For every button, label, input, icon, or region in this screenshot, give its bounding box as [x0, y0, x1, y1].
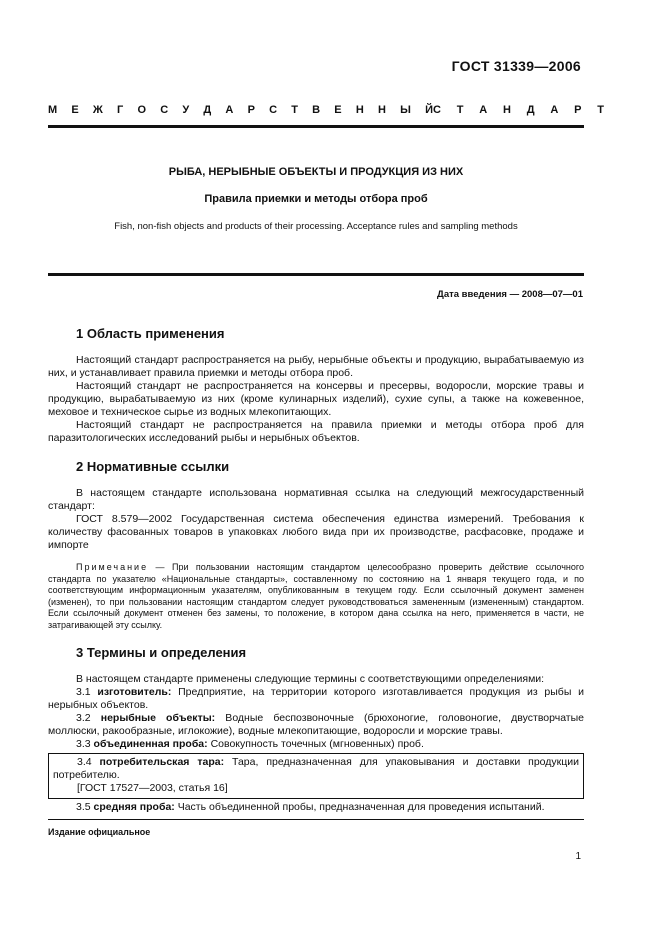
term-definition	[53, 756, 579, 782]
section-normative-references	[48, 459, 584, 631]
paragraph: Настоящий стандарт не распространяется на правила приемки и методы отбора проб для паразитологических исследований рыбы и нерыбных объектов.	[48, 419, 584, 444]
term-definition	[48, 738, 584, 751]
heading-letter: Д	[203, 104, 212, 116]
heading-letter: Д	[526, 104, 535, 116]
heading-letter: С	[160, 104, 169, 116]
heading-letter: Ж	[92, 104, 103, 116]
paragraph: Настоящий стандарт распространяется на рыбу, нерыбные объекты и продукцию, вырабатываемую из них, и устанавливает правила приемки и методы отбора проб.	[48, 354, 584, 379]
paragraph: В настоящем стандарте применены следующие термины с соответствующими определениями:	[76, 673, 545, 685]
section-heading: 1 Область применения	[76, 326, 225, 341]
paragraph: В настоящем стандарте использована нормативная ссылка на следующий межгосударственный стандарт:	[48, 487, 584, 512]
term-name: средняя проба:	[93, 801, 175, 813]
introduction-date: Дата введения — 2008—07—01	[437, 289, 583, 300]
term-number: 3.4	[77, 756, 92, 768]
term-name: потребительская тара:	[99, 756, 225, 768]
section-heading: 2 Нормативные ссылки	[76, 459, 230, 474]
heading-letter: Н	[503, 104, 511, 116]
heading-letter: Р	[247, 104, 255, 116]
note-label: Примечание	[76, 562, 149, 572]
heading-letter: Г	[117, 104, 124, 116]
note-text: — При пользовании настоящим стандартом целесообразно проверить действие ссылочного стандарта по указателю «Национальные стандарты», составленному по состоянию на 1 января текущего года, и по соответствующим информационным указателям, опубликованным в текущем году. Если ссылочный документ заменен (изменен), то при пользовании настоящим стандартом следует руководствоваться замененным (измененным) стандартом. Если ссылочный документ отменен без замены, то положение, в котором дана ссылка на него, применяется в части, не затрагивающей эту ссылку.	[48, 562, 584, 630]
note	[48, 562, 584, 631]
standard-type-word-1	[48, 104, 433, 116]
heading-letter: Т	[597, 104, 605, 116]
term-text: Водные беспозвоночные (брюхоногие, головоногие, двустворчатые моллюски, ракообразные, иглокожие), водные млекопитающие, водоросли и морские травы.	[48, 712, 585, 737]
heading-letter: С	[432, 104, 441, 116]
section-scope	[48, 326, 584, 445]
term-name: нерыбные объекты:	[100, 712, 216, 724]
heading-letter: Е	[71, 104, 79, 116]
term-text: Совокупность точечных (мгновенных) проб.	[207, 738, 424, 750]
heading-letter: У	[182, 104, 190, 116]
document-title: РЫБА, НЕРЫБНЫЕ ОБЪЕКТЫ И ПРОДУКЦИЯ ИЗ НИХ	[168, 166, 464, 178]
term-number: 3.5	[76, 801, 91, 813]
title-rule	[48, 273, 584, 276]
heading-letter: Р	[574, 104, 582, 116]
term-number: 3.3	[76, 738, 91, 750]
boxed-term-definition	[48, 753, 584, 799]
heading-letter: Ы	[400, 104, 411, 116]
heading-letter: С	[269, 104, 278, 116]
heading-letter: Н	[377, 104, 386, 116]
heading-letter: В	[312, 104, 321, 116]
document-title-english: Fish, non-fish objects and products of their processing. Acceptance rules and sampling methods	[114, 221, 518, 232]
heading-letter: А	[225, 104, 234, 116]
term-definition	[48, 686, 584, 712]
heading-letter: Н	[355, 104, 364, 116]
heading-letter: О	[137, 104, 147, 116]
heading-letter: Т	[456, 104, 464, 116]
heading-letter: А	[550, 104, 559, 116]
section-heading: 3 Термины и определения	[76, 645, 247, 660]
document-subtitle: Правила приемки и методы отбора проб	[204, 193, 428, 205]
heading-letter: Й	[425, 104, 433, 116]
heading-letter: А	[479, 104, 488, 116]
section-terms	[48, 645, 584, 814]
gost-code: ГОСТ 31339—2006	[451, 58, 581, 74]
heading-letter: М	[48, 104, 58, 116]
term-text: Тара, предназначенная для упаковывания и доставки продукции потребителю.	[53, 756, 579, 781]
heading-letter: Т	[291, 104, 298, 116]
term-definition	[48, 712, 584, 738]
standard-type-heading	[48, 104, 605, 116]
term-text: Часть объединенной пробы, предназначенная для проведения испытаний.	[174, 801, 545, 813]
paragraph: ГОСТ 8.579—2002 Государственная система обеспечения единства измерений. Требования к количеству фасованных товаров в упаковках любого вида при их производстве, расфасовке, продаже и импорте	[48, 513, 584, 551]
document-body	[48, 326, 584, 828]
term-number: 3.1	[76, 686, 91, 698]
standard-type-word-2	[433, 104, 604, 116]
footer-rule	[48, 819, 584, 820]
header-rule	[48, 125, 584, 128]
edition-label: Издание официальное	[48, 827, 151, 837]
term-number: 3.2	[76, 712, 91, 724]
term-reference: [ГОСТ 17527—2003, статья 16]	[77, 782, 228, 794]
page-number: 1	[575, 851, 581, 862]
heading-letter: Е	[334, 104, 342, 116]
paragraph: Настоящий стандарт не распространяется на консервы и пресервы, водоросли, морские травы и продукцию, вырабатываемую из них (кроме кулинарных изделий), сухие супы, а также на кожевенное, меховое и техническое сырье из водных млекопитающих.	[48, 380, 584, 418]
term-text: Предприятие, на территории которого изготавливается продукция из рыбы и нерыбных объектов.	[48, 686, 584, 711]
term-definition	[48, 801, 584, 814]
term-name: изготовитель:	[97, 686, 172, 698]
term-name: объединенная проба:	[93, 738, 208, 750]
